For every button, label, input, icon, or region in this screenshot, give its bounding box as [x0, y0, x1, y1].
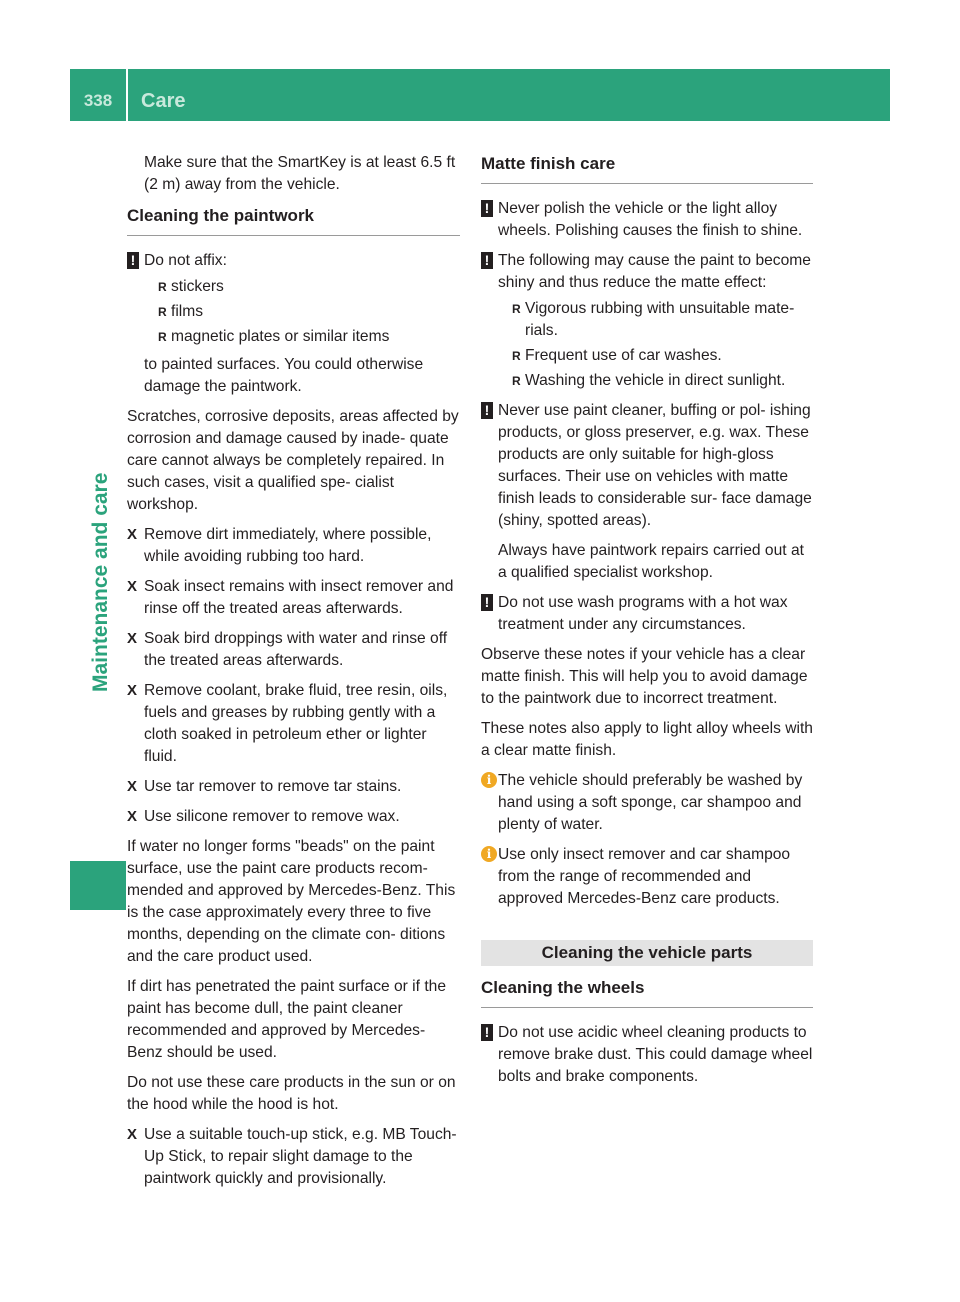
warning-list — [144, 276, 460, 348]
info-text: Use only insect remover and car shampoo from the range of recommended and approved Mercedes-Benz care products. — [498, 846, 791, 907]
paragraph: Scratches, corrosive deposits, areas affected by corrosion and damage caused by inade- quate care cannot always be completely repaired. In such cases, visit a qualified spe- cialist workshop. — [127, 408, 459, 513]
paragraph: If dirt has penetrated the paint surface or if the paint has become dull, the paint cleaner recommended and approved by Mercedes- Benz should be used. — [127, 978, 446, 1061]
info-note — [481, 844, 813, 910]
warning-icon: ! — [481, 402, 493, 419]
step-arrow-icon: X — [127, 526, 138, 543]
warning-text: Never polish the vehicle or the light alloy wheels. Polishing causes the finish to shine. — [498, 200, 803, 239]
paragraph: These notes also apply to light alloy wheels with a clear matte finish. — [481, 720, 813, 759]
warning-lead: Do not affix: — [144, 252, 227, 269]
step-item: X Use silicone remover to remove wax. — [127, 806, 460, 828]
paragraph: Do not use these care products in the sun or on the hood while the hood is hot. — [127, 1074, 456, 1113]
step-arrow-icon: X — [127, 1126, 138, 1143]
warning-note — [481, 250, 813, 392]
step-item: X Remove dirt immediately, where possible, while avoiding rubbing too hard. — [127, 526, 432, 565]
step-item: X Use tar remover to remove tar stains. — [127, 776, 460, 798]
step-item: X Soak bird droppings with water and rinse off the treated areas afterwards. — [127, 630, 448, 669]
right-column — [481, 152, 813, 1096]
list-item: R films — [158, 301, 460, 323]
section-heading-paintwork: Cleaning the paintwork — [127, 204, 460, 236]
section-heading-matte: Matte finish care — [481, 152, 813, 184]
warning-note — [481, 592, 813, 636]
warning-icon: ! — [481, 252, 493, 269]
side-tab-label: Maintenance and care — [89, 472, 112, 692]
warning-note — [481, 1022, 813, 1088]
step-arrow-icon: X — [127, 630, 138, 647]
page-number: 338 — [83, 91, 113, 110]
step-item: X Use a suitable touch-up stick, e.g. MB Touch-Up Stick, to repair slight damage to the paintwork quickly and provisionally. — [127, 1126, 457, 1187]
list-item: R Frequent use of car washes. — [512, 345, 813, 367]
section-heading-wheels: Cleaning the wheels — [481, 976, 813, 1008]
warning-text: Do not use wash programs with a hot wax treatment under any circumstances. — [498, 594, 788, 633]
warning-icon: ! — [481, 200, 493, 217]
list-item: R stickers — [158, 276, 460, 298]
page-header — [70, 69, 890, 121]
warning-icon: ! — [127, 252, 139, 269]
step-arrow-icon: X — [127, 808, 138, 825]
warning-text: Always have paintwork repairs carried out at a qualified specialist workshop. — [498, 542, 804, 581]
header-divider — [126, 69, 128, 121]
warning-tail: to painted surfaces. You could otherwise damage the paintwork. — [144, 356, 424, 395]
info-icon: i — [481, 846, 497, 862]
warning-note — [481, 198, 813, 242]
paragraph: Observe these notes if your vehicle has a clear matte finish. This will help you to avoid damage to the paintwork due to incorrect treatment. — [481, 646, 808, 707]
warning-note — [127, 250, 460, 398]
warning-list — [498, 298, 813, 392]
list-item: R Washing the vehicle in direct sunlight. — [512, 370, 813, 392]
section-band: Cleaning the vehicle parts — [481, 940, 813, 966]
step-arrow-icon: X — [127, 778, 138, 795]
step-arrow-icon: X — [127, 578, 138, 595]
warning-icon: ! — [481, 1024, 493, 1041]
info-note — [481, 770, 813, 836]
list-item: R Vigorous rubbing with unsuitable mate- rials. — [512, 298, 813, 342]
step-item: X Remove coolant, brake fluid, tree resin, oils, fuels and greases by rubbing gently with a cloth soaked in petroleum ether or lighter fluid. — [127, 682, 448, 765]
warning-note — [481, 400, 813, 584]
step-item: X Soak insect remains with insect remover and rinse off the treated areas afterwards. — [127, 578, 454, 617]
warning-text: Do not use acidic wheel cleaning products to remove brake dust. This could damage wheel bolts and brake components. — [498, 1024, 813, 1085]
list-item: R magnetic plates or similar items — [158, 326, 460, 348]
side-tab-marker — [70, 861, 126, 910]
step-arrow-icon: X — [127, 682, 138, 699]
left-column — [127, 152, 460, 1198]
info-icon: i — [481, 772, 497, 788]
warning-text: Never use paint cleaner, buffing or pol- ishing products, or gloss preserver, e.g. wax. These products are only suitable for high-gloss surfaces. Their use on vehicles with matte finish leads to considerable sur- face damage (shiny, spotted areas). — [498, 402, 812, 529]
intro-text: Make sure that the SmartKey is at least 6.5 ft (2 m) away from the vehicle. — [144, 154, 456, 193]
warning-lead: The following may cause the paint to become shiny and thus reduce the matte effect: — [498, 252, 811, 291]
paragraph: If water no longer forms "beads" on the paint surface, use the paint care products recom- mended and approved by Mercedes-Benz. This is the case approximately every three to five months, depending on the climate con- ditions and the care product used. — [127, 838, 456, 965]
chapter-title: Care — [141, 90, 186, 112]
warning-icon: ! — [481, 594, 493, 611]
info-text: The vehicle should preferably be washed by hand using a soft sponge, car shampoo and plenty of water. — [498, 772, 803, 833]
